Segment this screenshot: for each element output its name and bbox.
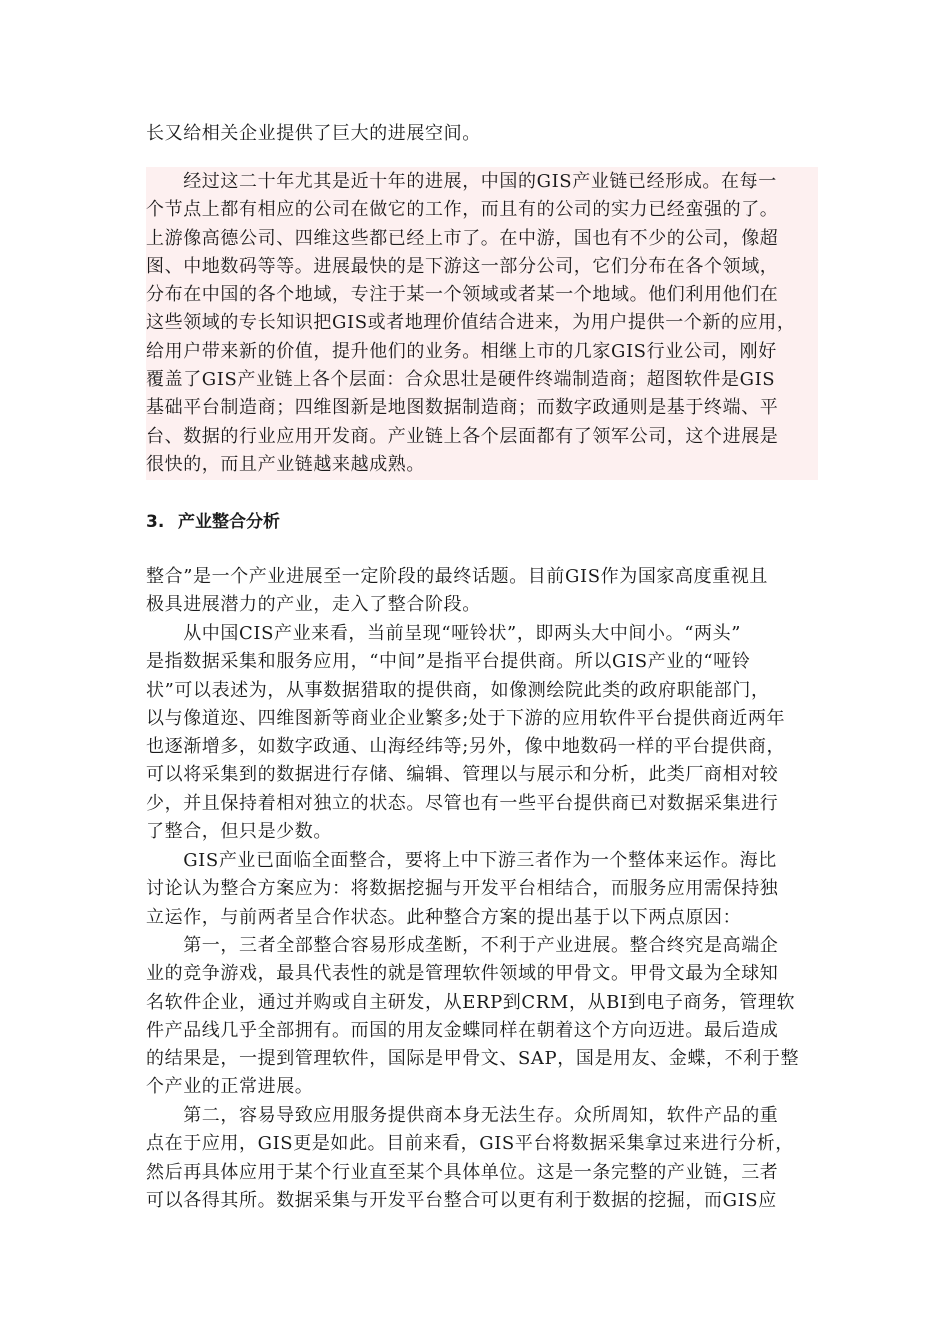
- text-line: 很快的，而且产业链越来越成熟。: [146, 453, 425, 475]
- text-line: 业的竞争游戏，最具代表性的就是管理软件领域的甲骨文。甲骨文最为全球知: [146, 963, 779, 985]
- text-line: 立运作，与前两者呈合作状态。此种整合方案的提出基于以下两点原因：: [146, 906, 742, 928]
- text-line: GIS产业已面临全面整合，要将上中下游三者作为一个整体来运作。海比: [146, 850, 777, 871]
- text-line: 从中国CIS产业来看，当前呈现“哑铃状”，即两头大中间小。“两头”: [146, 623, 742, 644]
- text-line: 经过这二十年尤其是近十年的进展，中国的GIS产业链已经形成。在每一: [146, 171, 777, 192]
- text-line: 台、数据的行业应用开发商。产业链上各个层面都有了领军公司，这个进展是: [146, 425, 779, 447]
- text-line: 这些领域的专长知识把GIS或者地理价值结合进来，为用户提供一个新的应用，: [146, 312, 796, 334]
- text-line: 状”可以表述为，从事数据猎取的提供商，如像测绘院此类的政府职能部门，: [146, 679, 770, 701]
- text-line: 个节点上都有相应的公司在做它的工作，而且有的公司的实力已经蛮强的了。: [146, 199, 779, 221]
- text-line: 了整合，但只是少数。: [146, 821, 332, 843]
- text-line: 的结果是，一提到管理软件，国际是甲骨文、SAP，国是用友、金蝶，不利于整: [146, 1048, 800, 1070]
- text-line: 给用户带来新的价值，提升他们的业务。相继上市的几家GIS行业公司，刚好: [146, 340, 777, 362]
- paragraph-dumbbell-shape: [146, 620, 816, 846]
- paragraph-integration-topic: [146, 563, 816, 620]
- text-line: 上游像高德公司、四维这些都已经上市了。在中游，国也有不少的公司，像超: [146, 227, 779, 249]
- text-line: 基础平台制造商；四维图新是地图数据制造商；而数字政通则是基于终端、平: [146, 397, 779, 419]
- text-line: 可以将采集到的数据进行存储、编辑、管理以与展示和分析，此类厂商相对较: [146, 764, 779, 786]
- section-number: 3.: [146, 512, 165, 532]
- paragraph-reason-two: [146, 1102, 816, 1215]
- text-line: 然后再具体应用于某个行业直至某个具体单位。这是一条完整的产业链，三者: [146, 1161, 779, 1183]
- text-line: 是指数据采集和服务应用，“中间”是指平台提供商。所以GIS产业的“哑铃: [146, 651, 751, 673]
- text-line: 也逐渐增多，如数字政通、山海经纬等;另外，像中地数码一样的平台提供商，: [146, 736, 786, 758]
- text-line: 第一，三者全部整合容易形成垄断，不利于产业进展。整合终究是高端企: [146, 935, 779, 956]
- text-line: 名软件企业，通过并购或自主研发，从ERP到CRM，从BI到电子商务，管理软: [146, 991, 796, 1013]
- text-line: 长又给相关企业提供了巨大的进展空间。: [146, 123, 481, 144]
- text-line: 以与像道迩、四维图新等商业企业繁多;处于下游的应用软件平台提供商近两年: [146, 707, 786, 729]
- paragraph-integration-plan: [146, 847, 816, 932]
- paragraph-intro-tail: [146, 120, 816, 148]
- text-line: 整合”是一个产业进展至一定阶段的最终话题。目前GIS作为国家高度重视且: [146, 566, 769, 587]
- text-line: 分布在中国的各个地域，专注于某一个领域或者某一个地域。他们利用他们在: [146, 284, 779, 306]
- text-line: 个产业的正常进展。: [146, 1076, 314, 1098]
- section-title: 产业整合分析: [178, 512, 280, 532]
- paragraph-reason-one: [146, 932, 816, 1102]
- text-line: 覆盖了GIS产业链上各个层面：合众思壮是硬件终端制造商；超图软件是GIS: [146, 369, 776, 391]
- text-line: 图、中地数码等等。进展最快的是下游这一部分公司，它们分布在各个领域，: [146, 255, 779, 277]
- text-line: 可以各得其所。数据采集与开发平台整合可以更有利于数据的挖掘，而GIS应: [146, 1189, 777, 1211]
- section-heading: [146, 508, 280, 536]
- text-line: 件产品线几乎全部拥有。而国的用友金蝶同样在朝着这个方向迈进。最后造成: [146, 1019, 779, 1041]
- text-line: 讨论认为整合方案应为：将数据挖掘与开发平台相结合，而服务应用需保持独: [146, 878, 779, 900]
- paragraph-gis-industry-chain: [146, 168, 816, 479]
- text-line: 少，并且保持着相对独立的状态。尽管也有一些平台提供商已对数据采集进行: [146, 792, 779, 814]
- text-line: 极具进展潜力的产业，走入了整合阶段。: [146, 594, 481, 616]
- text-line: 第二，容易导致应用服务提供商本身无法生存。众所周知，软件产品的重: [146, 1105, 779, 1126]
- text-line: 点在于应用，GIS更是如此。目前来看，GIS平台将数据采集拿过来进行分析，: [146, 1133, 794, 1155]
